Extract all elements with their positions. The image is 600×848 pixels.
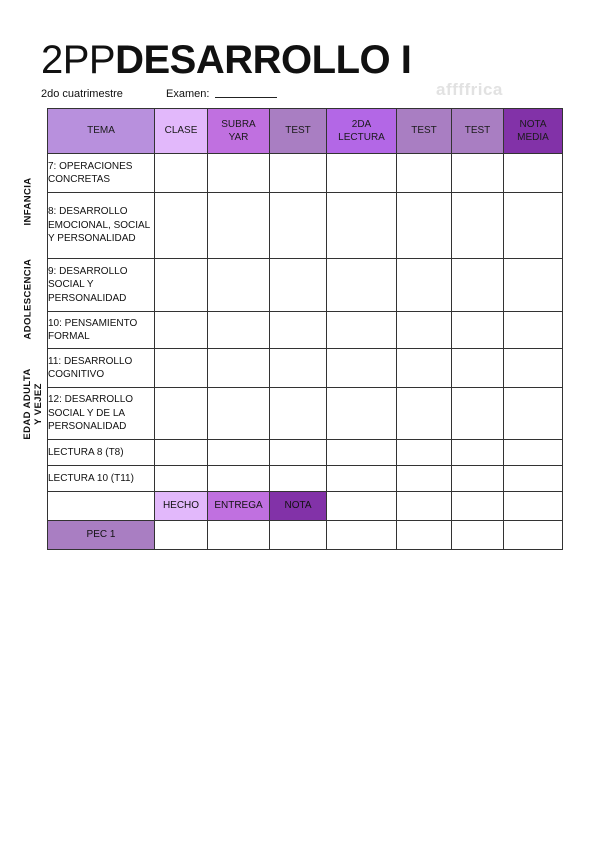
entry-cell[interactable] [270,154,327,193]
entry-cell[interactable] [327,349,397,388]
table-row [48,349,563,388]
entry-cell[interactable] [397,154,452,193]
entry-cell[interactable] [504,193,563,259]
side-label-edad-adulta [22,364,44,444]
entry-cell[interactable] [452,466,504,492]
entry-cell[interactable] [452,388,504,440]
topic-cell: 10: PENSAMIENTO FORMAL [48,312,155,349]
column-header: 2DA LECTURA [327,109,397,154]
entry-cell[interactable] [327,259,397,312]
entry-cell[interactable] [504,154,563,193]
exam-label: Examen: [166,88,210,100]
blank-cell [452,492,504,521]
pec-header-row [48,492,563,521]
entry-cell[interactable] [155,349,208,388]
entry-cell[interactable] [208,349,270,388]
entry-cell[interactable] [452,154,504,193]
entry-cell[interactable] [504,349,563,388]
side-label-infancia: INFANCIA [22,177,34,226]
entry-cell[interactable] [327,388,397,440]
entry-cell[interactable] [397,193,452,259]
entry-cell[interactable] [452,312,504,349]
entry-cell[interactable] [270,349,327,388]
entry-cell[interactable] [504,466,563,492]
column-header: CLASE [155,109,208,154]
entry-cell[interactable] [155,388,208,440]
blank-cell [327,492,397,521]
entry-cell[interactable] [504,440,563,466]
entry-cell[interactable] [452,193,504,259]
pec-entry-cell[interactable] [270,521,327,550]
pec-label: PEC 1 [48,521,155,550]
pec-column-header: NOTA [270,492,327,521]
entry-cell[interactable] [270,440,327,466]
topic-cell: 9: DESARROLLO SOCIAL Y PERSONALIDAD [48,259,155,312]
entry-cell[interactable] [155,440,208,466]
entry-cell[interactable] [327,193,397,259]
page-title [41,38,411,82]
blank-cell [48,492,155,521]
entry-cell[interactable] [270,312,327,349]
entry-cell[interactable] [208,440,270,466]
entry-cell[interactable] [208,312,270,349]
entry-cell[interactable] [327,440,397,466]
side-label-adolescencia: ADOLESCENCIA [22,258,34,340]
table-row [48,440,563,466]
column-header: NOTA MEDIA [504,109,563,154]
column-header: SUBRA YAR [208,109,270,154]
pec-entry-cell[interactable] [155,521,208,550]
pec-column-header: HECHO [155,492,208,521]
pec-entry-cell[interactable] [208,521,270,550]
entry-cell[interactable] [452,349,504,388]
entry-cell[interactable] [270,259,327,312]
table-row [48,466,563,492]
entry-cell[interactable] [208,154,270,193]
entry-cell[interactable] [397,259,452,312]
entry-cell[interactable] [155,466,208,492]
entry-cell[interactable] [327,466,397,492]
entry-cell[interactable] [208,259,270,312]
pec-row [48,521,563,550]
entry-cell[interactable] [327,154,397,193]
semester-label: 2do cuatrimestre [41,88,123,100]
title-prefix: 2PP [41,38,116,82]
entry-cell[interactable] [155,154,208,193]
entry-cell[interactable] [452,259,504,312]
study-tracker-table [47,108,563,550]
entry-cell[interactable] [208,388,270,440]
blank-cell [452,521,504,550]
entry-cell[interactable] [452,440,504,466]
watermark: affffrica [436,80,503,99]
topic-cell: 11: DESARROLLO COGNITIVO [48,349,155,388]
entry-cell[interactable] [504,312,563,349]
entry-cell[interactable] [270,193,327,259]
entry-cell[interactable] [155,193,208,259]
table-row [48,259,563,312]
column-header: TEST [452,109,504,154]
table-row [48,388,563,440]
entry-cell[interactable] [155,312,208,349]
table-row [48,312,563,349]
title-main: DESARROLLO I [115,38,412,82]
column-header: TEMA [48,109,155,154]
entry-cell[interactable] [397,388,452,440]
side-label-adulta-line1: EDAD ADULTA [22,368,33,440]
entry-cell[interactable] [397,440,452,466]
table-row [48,193,563,259]
side-label-adulta-line2: Y VEJEZ [33,383,44,425]
table-row [48,154,563,193]
column-header: TEST [270,109,327,154]
topic-cell: 8: DESARROLLO EMOCIONAL, SOCIAL Y PERSONALIDAD [48,193,155,259]
blank-cell [397,521,452,550]
pec-column-header: ENTREGA [208,492,270,521]
blank-cell [327,521,397,550]
entry-cell[interactable] [155,259,208,312]
topic-cell: LECTURA 8 (T8) [48,440,155,466]
entry-cell[interactable] [208,193,270,259]
entry-cell[interactable] [397,466,452,492]
entry-cell[interactable] [397,312,452,349]
entry-cell[interactable] [270,388,327,440]
entry-cell[interactable] [270,466,327,492]
entry-cell[interactable] [504,259,563,312]
topic-cell: 12: DESARROLLO SOCIAL Y DE LA PERSONALIDAD [48,388,155,440]
entry-cell[interactable] [327,312,397,349]
table-header-row [48,109,563,154]
entry-cell[interactable] [397,349,452,388]
blank-cell [504,492,563,521]
entry-cell[interactable] [504,388,563,440]
blank-cell [397,492,452,521]
blank-cell [504,521,563,550]
entry-cell[interactable] [208,466,270,492]
column-header: TEST [397,109,452,154]
topic-cell: LECTURA 10 (T11) [48,466,155,492]
topic-cell: 7: OPERACIONES CONCRETAS [48,154,155,193]
exam-date-line[interactable] [215,97,277,98]
